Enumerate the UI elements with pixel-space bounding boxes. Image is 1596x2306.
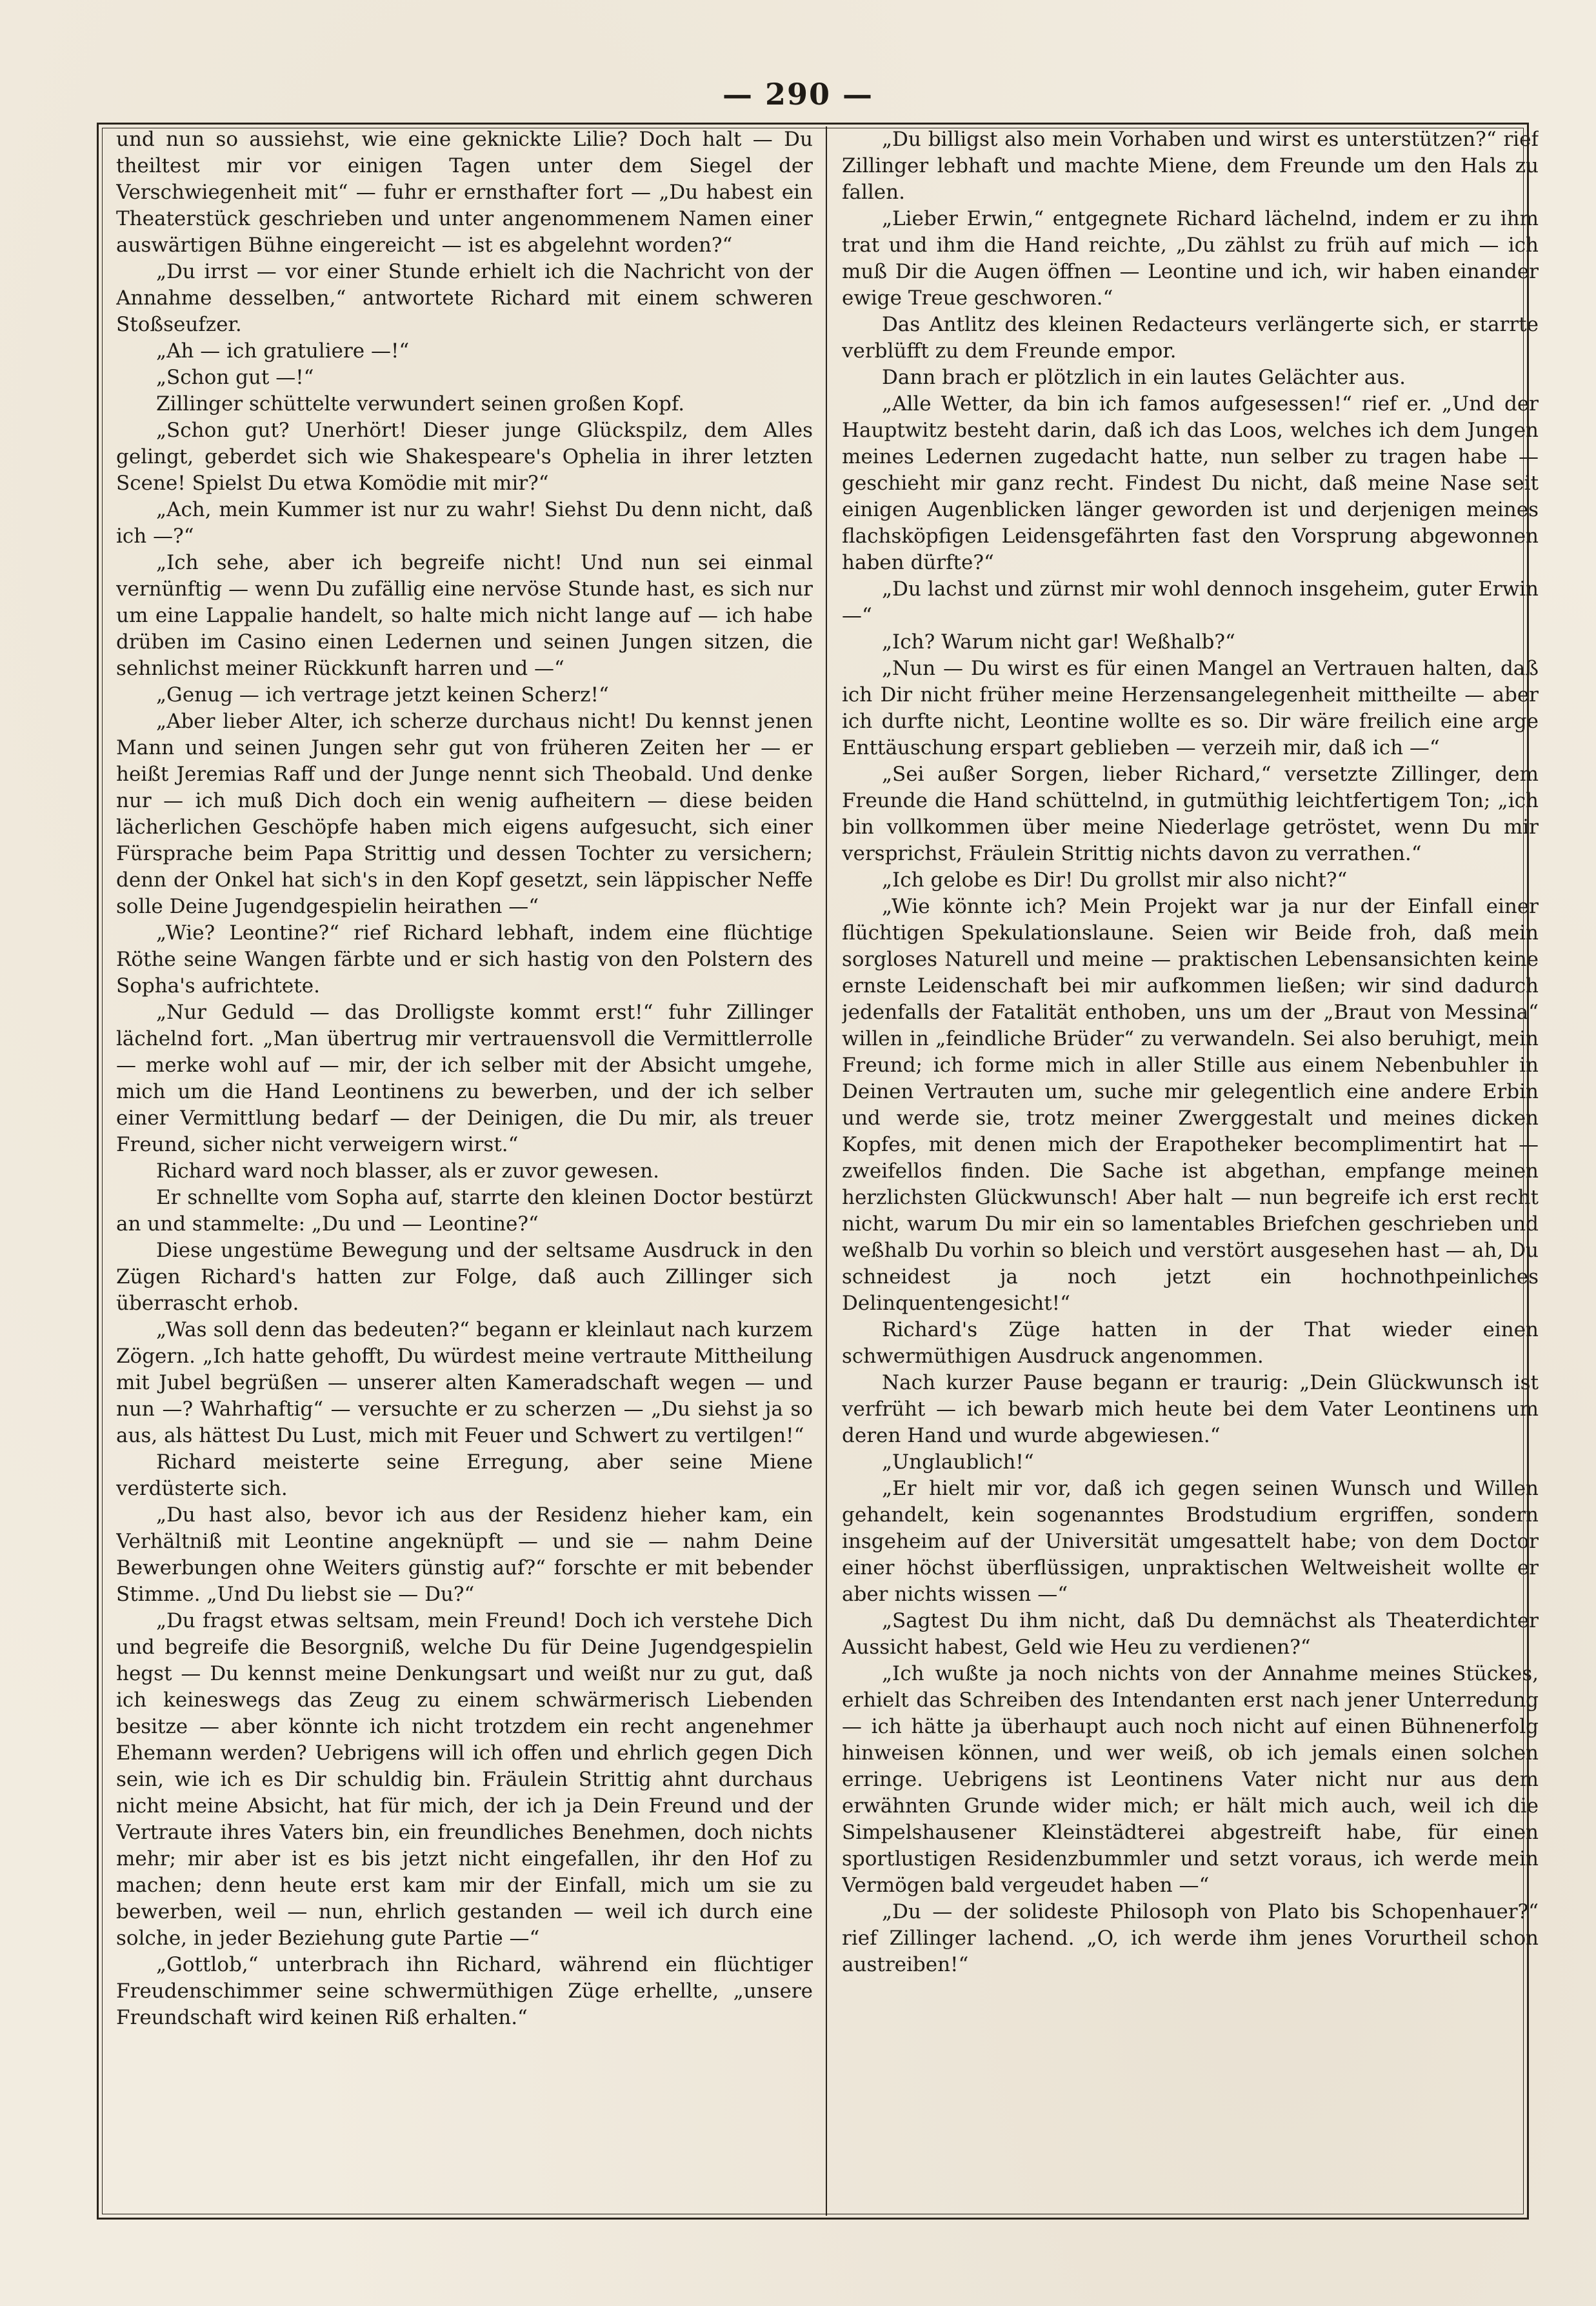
paragraph: Zillinger schüttelte verwundert seinen großen Kopf. bbox=[156, 392, 685, 416]
paragraph: und nun so aussiehst, wie eine geknickte Lilie? Doch halt — Du theiltest mir vor einigen Tagen unter dem Siegel der Verschwiegenheit mit“ — fuhr er ernsthafter fort — „Du habest ein Theaterstück geschrieben und unter angenommenem Namen einer auswärtigen Bühne eingereicht — ist es abgelehnt worden?“ bbox=[116, 128, 813, 257]
page-number: — 290 — bbox=[722, 77, 874, 112]
paragraph: „Wie könnte ich? Mein Projekt war ja nur der Einfall einer flüchtigen Spekulationslaune. Seien wir Beide froh, daß mein sorgloses Naturell und meine — praktischen Lebensansichten keine ernste Leidenschaft bei mir aufkommen ließen; wir sind dadurch jedenfalls der Fatalität enthoben, uns um der „Braut von Messina“ willen in „feindliche Brüder“ zu verwandeln. Sei also beruhigt, mein Freund; ich forme mich in aller Stille aus einem Nebenbuhler in Deinen Vertrauten um, suche mir gelegentlich eine andere Erbin und werde sie, trotz meiner Zwerggestalt und meines dicken Kopfes, mit denen mich der Erapotheker becomplimentirt hat — zweifellos finden. Die Sache ist abgethan, empfange meinen herzlichsten Glückwunsch! Aber halt — nun begreife ich erst recht nicht, warum Du mir ein so lamentables Briefchen geschrieben und weßhalb Du vorhin so bleich und verstört ausgesehen hast — ah, Du schneidest ja noch jetzt ein hochnothpeinliches Delinquentengesicht!“ bbox=[842, 895, 1539, 1315]
paragraph: Dann brach er plötzlich in ein lautes Gelächter aus. bbox=[882, 366, 1406, 389]
paragraph: „Schon gut? Unerhört! Dieser junge Glückspilz, dem Alles gelingt, geberdet sich wie Shakespeare's Ophelia in ihrer letzten Scene! Spielst Du etwa Komödie mit mir?“ bbox=[116, 419, 813, 495]
column-divider bbox=[826, 126, 827, 2216]
paragraph: „Nur Geduld — das Drolligste kommt erst!“ fuhr Zillinger lächelnd fort. „Man übertrug mir vertrauensvoll die Vermittlerrolle — merke wohl auf — mir, der ich selber mit der Absicht umgehe, mich um die Hand Leontinens zu bewerben, und der ich selber einer Vermittlung bedarf — der Deinigen, die Du mir, als treuer Freund, sicher nicht verweigern wirst.“ bbox=[116, 1001, 813, 1156]
paragraph: „Sagtest Du ihm nicht, daß Du demnächst als Theaterdichter Aussicht habest, Geld wie Heu zu verdienen?“ bbox=[842, 1609, 1539, 1659]
paragraph: „Unglaublich!“ bbox=[882, 1450, 1034, 1474]
paragraph: Nach kurzer Pause begann er traurig: „Dein Glückwunsch ist verfrüht — ich bewarb mich heute bei dem Vater Leontinens um deren Hand und wurde abgewiesen.“ bbox=[842, 1371, 1539, 1447]
paragraph: „Sei außer Sorgen, lieber Richard,“ versetzte Zillinger, dem Freunde die Hand schüttelnd, in gutmüthig leichtfertigem Ton; „ich bin vollkommen über meine Niederlage getröstet, wenn Du mir versprichst, Fräulein Strittig nichts davon zu verrathen.“ bbox=[842, 763, 1539, 865]
paragraph: „Ah — ich gratuliere —!“ bbox=[156, 339, 410, 363]
paragraph: „Du lachst und zürnst mir wohl dennoch insgeheim, guter Erwin —“ bbox=[842, 577, 1539, 627]
paragraph: „Du hast also, bevor ich aus der Residenz hieher kam, ein Verhältniß mit Leontine angeknüpft — und sie — nahm Deine Bewerbungen ohne Weiters günstig auf?“ forschte er mit bebender Stimme. „Und Du liebst sie — Du?“ bbox=[116, 1503, 813, 1606]
paragraph: Diese ungestüme Bewegung und der seltsame Ausdruck in den Zügen Richard's hatten zur Folge, daß auch Zillinger sich überrascht erhob. bbox=[116, 1239, 813, 1315]
paragraph: „Du billigst also mein Vorhaben und wirst es unterstützen?“ rief Zillinger lebhaft und machte Miene, dem Freunde um den Hals zu fallen. bbox=[842, 128, 1539, 204]
paragraph: Richard's Züge hatten in der That wieder einen schwermüthigen Ausdruck angenommen. bbox=[842, 1318, 1539, 1368]
paragraph: „Lieber Erwin,“ entgegnete Richard lächelnd, indem er zu ihm trat und ihm die Hand reichte, „Du zählst zu früh auf mich — ich muß Dir die Augen öffnen — Leontine und ich, wir haben einander ewige Treue geschworen.“ bbox=[842, 207, 1539, 310]
paragraph: Er schnellte vom Sopha auf, starrte den kleinen Doctor bestürzt an und stammelte: „Du und — Leontine?“ bbox=[116, 1186, 813, 1236]
paragraph: „Nun — Du wirst es für einen Mangel an Vertrauen halten, daß ich Dir nicht früher meine Herzensangelegenheit mittheilte — aber ich durfte nicht, Leontine wollte es so. Dir wäre freilich eine arge Enttäuschung erspart geblieben — verzeih mir, daß ich —“ bbox=[842, 657, 1539, 759]
paragraph: „Ich wußte ja noch nichts von der Annahme meines Stückes, erhielt das Schreiben des Intendanten erst nach jener Unterredung — ich hätte ja überhaupt auch noch nicht auf einen Bühnenerfolg hinweisen können, und wer weiß, ob ich jemals einen solchen erringe. Uebrigens ist Leontinens Vater nicht nur aus dem erwähnten Grunde wider mich; er hält mich auch, weil ich die Simpelshausener Kleinstädterei abgestreift habe, für einen sportlustigen Residenzbummler und setzt voraus, ich werde mein Vermögen bald vergeudet haben —“ bbox=[842, 1662, 1539, 1897]
paragraph: Das Antlitz des kleinen Redacteurs verlängerte sich, er starrte verblüfft zu dem Freunde empor. bbox=[842, 313, 1539, 363]
paragraph: „Schon gut —!“ bbox=[156, 366, 314, 389]
paragraph: Richard meisterte seine Erregung, aber seine Miene verdüsterte sich. bbox=[116, 1450, 813, 1500]
paragraph: „Ich gelobe es Dir! Du grollst mir also nicht?“ bbox=[882, 868, 1348, 892]
paragraph: „Genug — ich vertrage jetzt keinen Scherz!“ bbox=[156, 683, 609, 707]
paragraph: „Was soll denn das bedeuten?“ begann er kleinlaut nach kurzem Zögern. „Ich hatte gehofft, Du würdest meine vertraute Mittheilung mit Jubel begrüßen — unserer alten Kameradschaft wegen — und nun —? Wahrhaftig“ — versuchte er zu scherzen — „Du siehst ja so aus, als hättest Du Lust, mich mit Feuer und Schwert zu vertilgen!“ bbox=[116, 1318, 813, 1447]
paragraph: „Wie? Leontine?“ rief Richard lebhaft, indem eine flüchtige Röthe seine Wangen färbte und er sich hastig von den Polstern des Sopha's aufrichtete. bbox=[116, 921, 813, 998]
left-column bbox=[116, 126, 813, 2211]
paragraph: „Gottlob,“ unterbrach ihn Richard, während ein flüchtiger Freudenschimmer seine schwermüthigen Züge erhellte, „unsere Freundschaft wird keinen Riß erhalten.“ bbox=[116, 1953, 813, 2029]
paragraph: Richard ward noch blasser, als er zuvor gewesen. bbox=[156, 1159, 659, 1183]
paragraph: „Du irrst — vor einer Stunde erhielt ich die Nachricht von der Annahme desselben,“ antwortete Richard mit einem schweren Stoßseufzer. bbox=[116, 260, 813, 336]
right-column bbox=[842, 126, 1539, 2211]
paragraph: „Du — der solideste Philosoph von Plato bis Schopenhauer?“ rief Zillinger lachend. „O, ich werde ihm jenes Vorurtheil schon austreiben!“ bbox=[842, 1900, 1539, 1976]
paragraph: „Du fragst etwas seltsam, mein Freund! Doch ich verstehe Dich und begreife die Besorgniß, welche Du für Deine Jugendgespielin hegst — Du kennst meine Denkungsart und weißt nur zu gut, daß ich keineswegs das Zeug zu einem schwärmerisch Liebenden besitze — aber könnte ich nicht trotzdem ein recht angenehmer Ehemann werden? Uebrigens will ich offen und ehrlich gegen Dich sein, wie ich es Dir schuldig bin. Fräulein Strittig ahnt durchaus nicht meine Absicht, hat für mich, der ich ja Dein Freund und der Vertraute ihres Vaters bin, ein freundliches Benehmen, doch nichts mehr; mir aber ist es bis jetzt nicht eingefallen, ihr den Hof zu machen; denn heute erst kam mir der Einfall, mich um sie zu bewerben, weil — nun, ehrlich gestanden — weil ich durch eine solche, in jeder Beziehung gute Partie —“ bbox=[116, 1609, 813, 1950]
paragraph: „Alle Wetter, da bin ich famos aufgesessen!“ rief er. „Und der Hauptwitz besteht darin, daß ich das Loos, welches ich dem Jungen meines Ledernen zugedacht hatte, nun selber zu tragen habe — geschieht mir ganz recht. Findest Du nicht, daß meine Nase seit einigen Augenblicken länger geworden ist und derjenigen meines flachsköpfigen Leidensgefährten fast den Vorsprung abgewonnen haben dürfte?“ bbox=[842, 392, 1539, 574]
paragraph: „Er hielt mir vor, daß ich gegen seinen Wunsch und Willen gehandelt, kein sogenanntes Brodstudium ergriffen, sondern insgeheim auf der Universität umgesattelt habe; von dem Doctor einer höchst überflüssigen, unpraktischen Weltweisheit wollte er aber nichts wissen —“ bbox=[842, 1477, 1539, 1606]
paragraph: „Ich? Warum nicht gar! Weßhalb?“ bbox=[882, 630, 1235, 654]
paragraph: „Ach, mein Kummer ist nur zu wahr! Siehst Du denn nicht, daß ich —?“ bbox=[116, 498, 813, 548]
paragraph: „Ich sehe, aber ich begreife nicht! Und nun sei einmal vernünftig — wenn Du zufällig eine nervöse Stunde hast, es sich nur um eine Lappalie handelt, so halte mich nicht lange auf — ich habe drüben im Casino einen Ledernen und seinen Jungen sitzen, die sehnlichst meiner Rückkunft harren und —“ bbox=[116, 551, 813, 680]
paragraph: „Aber lieber Alter, ich scherze durchaus nicht! Du kennst jenen Mann und seinen Jungen sehr gut von früheren Zeiten her — er heißt Jeremias Raff und der Junge nennt sich Theobald. Und denke nur — ich muß Dich doch ein wenig aufheitern — diese beiden lächerlichen Geschöpfe haben mich eigens aufgesucht, sich einer Fürsprache beim Papa Strittig und dessen Tochter zu versichern; denn der Onkel hat sich's in den Kopf gesetzt, sein läppischer Neffe solle Deine Jugendgespielin heirathen —“ bbox=[116, 710, 813, 918]
